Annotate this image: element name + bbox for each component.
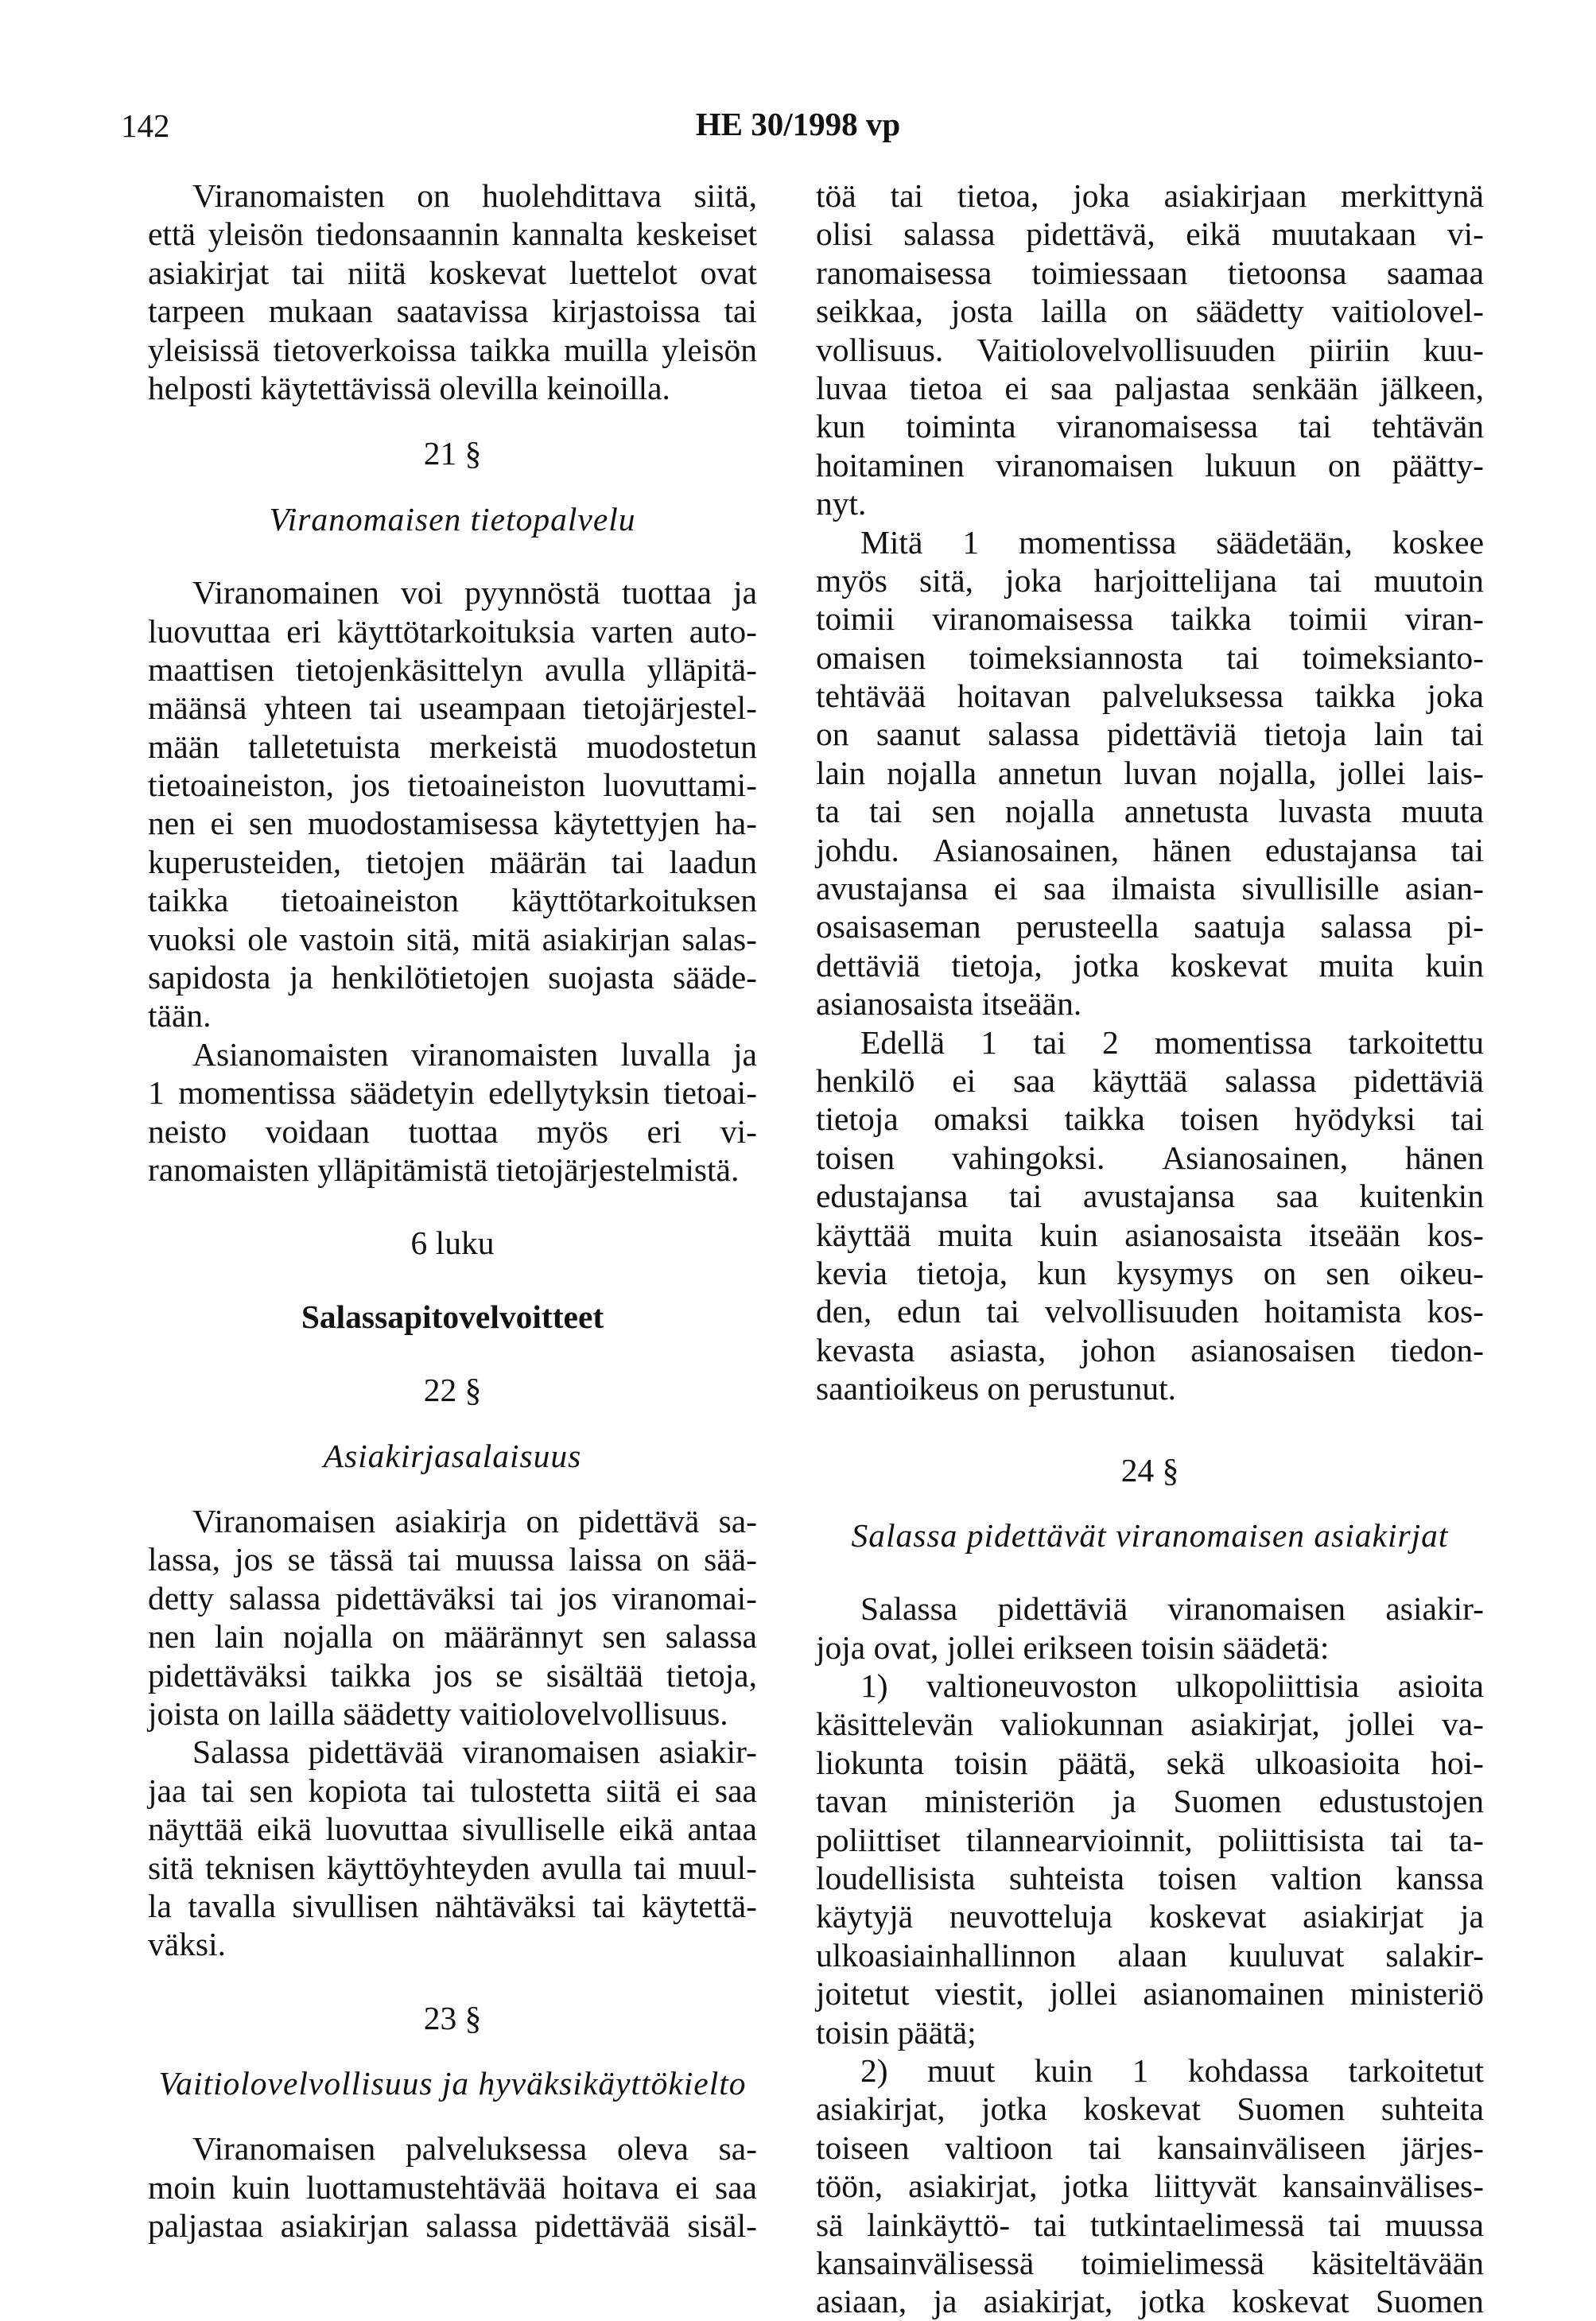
text-line: maattisen tietojenkäsittelyn avulla ylläpitä- — [148, 650, 757, 688]
text-line: joja ovat, jollei erikseen toisin säädetä: — [816, 1628, 1330, 1666]
text-line: näyttää eikä luovuttaa sivulliselle eikä antaa — [148, 1811, 757, 1848]
text-line: kun toiminta viranomaisessa tai tehtävän — [816, 408, 1484, 445]
text-line: että yleisön tiedonsaannin kannalta keskeiset — [148, 215, 757, 253]
paragraph — [148, 1733, 757, 1963]
text-line: olisi salassa pidettävä, eikä muutakaan vi- — [816, 215, 1484, 253]
section-title-23: Vaitiolovelvollisuus ja hyväksikäyttökielto — [158, 2065, 747, 2102]
chapter-title: Salassapitovelvoitteet — [301, 1298, 604, 1335]
text-line: Viranomaisen asiakirja on pidettävä sa- — [192, 1503, 757, 1539]
text-line: kevia tietoja, kun kysymys on sen oikeu- — [816, 1254, 1484, 1291]
text-line: määnsä yhteen tai useampaan tietojärjestel- — [148, 689, 757, 727]
text-line: avustajansa ei saa ilmaista sivullisille asian- — [816, 870, 1484, 907]
text-line: Asianomaisten viranomaisten luvalla ja — [192, 1035, 757, 1073]
paragraph — [816, 523, 1484, 1023]
text-line: ranomaisten ylläpitämistä tietojärjestelmistä. — [148, 1151, 740, 1188]
text-line: toisin päätä; — [816, 2013, 977, 2051]
text-line: lassa, jos se tässä tai muussa laissa on sää- — [148, 1541, 757, 1578]
text-line: detty salassa pidettäväksi tai jos viranomai- — [148, 1579, 757, 1617]
text-line: kuperusteiden, tietojen määrän tai laadun — [148, 843, 757, 880]
text-line: luovuttaa eri käyttötarkoituksia varten auto- — [148, 612, 757, 650]
text-line: myös sitä, joka harjoittelijana tai muutoin — [816, 561, 1484, 599]
paragraph — [816, 1023, 1484, 1408]
paragraph — [148, 573, 757, 1035]
text-line: hoitaminen viranomaisen lukuun on päätty- — [816, 446, 1484, 483]
section-number-22: 22 § — [423, 1372, 482, 1409]
section-number-23: 23 § — [423, 1999, 482, 2036]
text-line: Mitä 1 momentissa säädetään, koskee — [860, 523, 1484, 561]
text-line: 1 momentissa säädetyin edellytyksin tietoai- — [148, 1074, 757, 1112]
text-line: la tavalla sivullisen nähtäväksi tai käytettä- — [148, 1887, 757, 1924]
text-line: asianosaista itseään. — [816, 985, 1082, 1023]
text-line: osaisaseman perusteella saatuja salassa pi- — [816, 908, 1484, 945]
section-title-21: Viranomaisen tietopalvelu — [269, 500, 636, 538]
text-line: käytyjä neuvotteluja koskevat asiakirjat ja — [816, 1898, 1484, 1935]
section-number-21: 21 § — [423, 435, 482, 472]
text-line: asiakirjat, jotka koskevat Suomen suhteita — [816, 2090, 1484, 2128]
text-line: sä lainkäyttö- tai tutkintaelimessä tai muussa — [816, 2206, 1484, 2243]
text-line: luvaa tietoa ei saa paljastaa senkään jälkeen, — [816, 369, 1484, 406]
text-line: vuoksi ole vastoin sitä, mitä asiakirjan salas- — [148, 920, 757, 957]
text-line: kevasta asiasta, johon asianosaisen tiedon- — [816, 1331, 1484, 1368]
text-line: omaisen toimeksiannosta tai toimeksianto- — [816, 638, 1484, 676]
text-line: joista on lailla säädetty vaitiolovelvollisuus. — [148, 1694, 728, 1732]
paragraph — [148, 177, 757, 407]
text-line: edustajansa tai avustajansa saa kuitenkin — [816, 1178, 1484, 1215]
text-line: 2) muut kuin 1 kohdassa tarkoitetut — [860, 2051, 1484, 2089]
text-line: Viranomaisen palveluksessa oleva sa- — [192, 2130, 757, 2168]
section-title-24: Salassa pidettävät viranomaisen asiakirjat — [851, 1516, 1449, 1554]
text-line: den, edun tai velvollisuuden hoitamista kos- — [816, 1293, 1484, 1330]
section-number-24: 24 § — [1120, 1451, 1179, 1488]
text-line: dettäviä tietoja, jotka koskevat muita kuin — [816, 946, 1484, 984]
text-line: poliittiset tilannearvioinnit, poliittisista tai ta- — [816, 1821, 1484, 1858]
text-line: johdu. Asianosainen, hänen edustajansa tai — [816, 831, 1484, 868]
text-line: tietoja omaksi taikka toisen hyödyksi tai — [816, 1100, 1484, 1138]
document-id: HE 30/1998 vp — [695, 106, 901, 142]
paragraph — [148, 1035, 757, 1190]
text-line: loudellisista suhteista toisen valtion kanssa — [816, 1860, 1484, 1897]
chapter-number: 6 luku — [410, 1225, 495, 1262]
section-title-22: Asiakirjasalaisuus — [323, 1437, 582, 1474]
text-line: ta tai sen nojalla annetusta luvasta muuta — [816, 793, 1484, 830]
text-line: nen lain nojalla on määrännyt sen salassa — [148, 1618, 757, 1655]
text-line: Edellä 1 tai 2 momentissa tarkoitettu — [860, 1023, 1484, 1061]
text-line: on saanut salassa pidettäviä tietoja lain tai — [816, 716, 1484, 753]
list-item — [816, 2051, 1484, 2321]
text-line: Salassa pidettäviä viranomaisen asiakir- — [860, 1590, 1484, 1628]
paragraph — [148, 1502, 757, 1733]
right-column — [816, 177, 1484, 2321]
text-line: taikka tietoaineiston käyttötarkoituksen — [148, 882, 757, 919]
paragraph — [816, 1589, 1484, 1667]
text-line: Viranomainen voi pyynnöstä tuottaa ja — [192, 574, 757, 611]
text-line: asiakirjat tai niitä koskevat luettelot ovat — [148, 254, 757, 291]
paragraph — [816, 177, 1484, 523]
text-line: helposti käytettävissä olevilla keinoilla. — [148, 369, 670, 406]
text-line: töön, asiakirjat, jotka liittyvät kansainvälises- — [816, 2168, 1484, 2205]
text-line: toiseen valtioon tai kansainväliseen järjes- — [816, 2129, 1484, 2166]
text-line: seikkaa, josta lailla on säädetty vaitiolovel- — [816, 293, 1484, 330]
text-line: moin kuin luottamustehtävää hoitava ei saa — [148, 2168, 757, 2206]
text-line: vollisuus. Vaitiolovelvollisuuden piiriin kuu- — [816, 331, 1484, 368]
text-line: jaa tai sen kopiota tai tulostetta siitä ei saa — [148, 1772, 757, 1809]
list-item — [816, 1667, 1484, 2051]
text-line: ulkoasiainhallinnon alaan kuuluvat salakir- — [816, 1936, 1484, 1974]
page-number: 142 — [121, 107, 170, 144]
text-line: ranomaisessa toimiessaan tietoonsa saamaa — [816, 254, 1484, 291]
text-line: sapidosta ja henkilötietojen suojasta sääde- — [148, 959, 757, 996]
text-line: käsittelevän valiokunnan asiakirjat, jollei va- — [816, 1706, 1484, 1743]
text-line: toisen vahingoksi. Asianosainen, hänen — [816, 1139, 1484, 1176]
text-line: asiaan, ja asiakirjat, jotka koskevat Suomen — [816, 2283, 1484, 2320]
text-line: töä tai tietoa, joka asiakirjaan merkittynä — [816, 177, 1484, 214]
text-line: pidettäväksi taikka jos se sisältää tietoja, — [148, 1656, 757, 1694]
text-line: joitetut viestit, jollei asianomainen ministeriö — [816, 1975, 1484, 2012]
text-line: yleisissä tietoverkoissa taikka muilla yleisön — [148, 331, 757, 368]
left-column — [148, 177, 757, 2245]
text-line: lain nojalla annetun luvan nojalla, jollei lais- — [816, 754, 1484, 791]
text-line: kansainvälisessä toimielimessä käsiteltävään — [816, 2244, 1484, 2281]
text-line: liokunta toisin päätä, sekä ulkoasioita hoi- — [816, 1744, 1484, 1781]
text-line: paljastaa asiakirjan salassa pidettävää sisäl- — [148, 2207, 757, 2245]
text-line: tehtävää hoitavan palveluksessa taikka joka — [816, 677, 1484, 715]
paragraph — [148, 2129, 757, 2245]
text-line: sitä teknisen käyttöyhteyden avulla tai muul- — [148, 1849, 757, 1886]
text-line: Viranomaisten on huolehdittava siitä, — [192, 177, 757, 214]
text-line: tavan ministeriön ja Suomen edustustojen — [816, 1783, 1484, 1820]
text-line: saantioikeus on perustunut. — [816, 1370, 1176, 1407]
text-line: tietoaineiston, jos tietoaineiston luovuttami- — [148, 767, 757, 804]
text-line: nen ei sen muodostamisessa käytettyjen ha- — [148, 805, 757, 842]
text-line: nyt. — [816, 485, 867, 522]
text-line: mään talletetuista merkeistä muodostetun — [148, 728, 757, 765]
text-line: tään. — [148, 997, 212, 1034]
text-line: henkilö ei saa käyttää salassa pidettäviä — [816, 1062, 1484, 1099]
text-line: tarpeen mukaan saatavissa kirjastoissa tai — [148, 293, 757, 330]
text-line: Salassa pidettävää viranomaisen asiakir- — [192, 1733, 757, 1771]
text-line: neisto voidaan tuottaa myös eri vi- — [148, 1112, 757, 1150]
text-line: käyttää muita kuin asianosaista itseään kos- — [816, 1216, 1484, 1253]
text-line: 1) valtioneuvoston ulkopoliittisia asioita — [860, 1667, 1484, 1705]
text-line: väksi. — [148, 1926, 226, 1963]
text-line: toimii viranomaisessa taikka toimii viran- — [816, 600, 1484, 638]
